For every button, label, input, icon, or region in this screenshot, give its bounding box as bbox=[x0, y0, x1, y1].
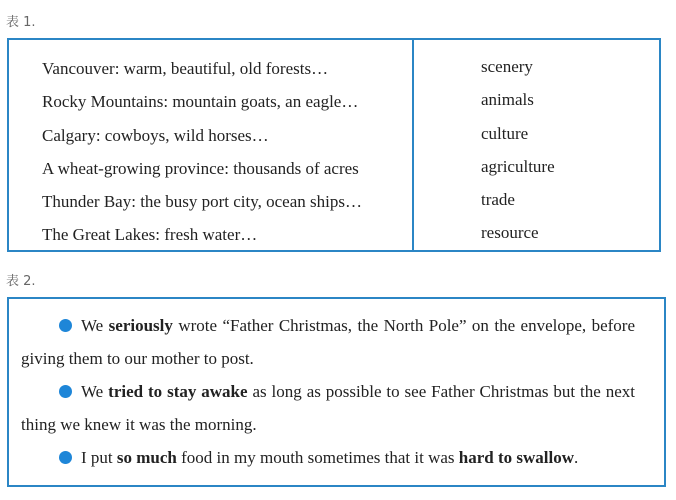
left-column bbox=[42, 58, 362, 258]
table-2 bbox=[7, 297, 666, 487]
table-row-right: scenery bbox=[481, 57, 533, 76]
table-row-right: agriculture bbox=[481, 156, 555, 176]
table-row-right: resource bbox=[481, 223, 539, 243]
table-2-caption: 表 2. bbox=[6, 274, 36, 289]
table-row-left: Vancouver: warm, beautiful, old forests… bbox=[42, 59, 329, 78]
table-1 bbox=[7, 38, 661, 252]
table-row-right: trade bbox=[481, 190, 515, 210]
table-row-left: Thunder Bay: the busy port city, ocean ships… bbox=[42, 192, 362, 212]
table-1-caption: 表 1. bbox=[6, 15, 36, 30]
table-row-left: The Great Lakes: fresh water… bbox=[42, 225, 258, 245]
table-row-right: animals bbox=[481, 90, 534, 110]
column-divider bbox=[412, 40, 414, 250]
table-row-left: A wheat-growing province: thousands of acres bbox=[42, 158, 359, 178]
table-row-left: Calgary: cowboys, wild horses… bbox=[42, 125, 269, 145]
bullet-icon bbox=[59, 319, 72, 332]
highlight-phrase: tried to stay awake bbox=[108, 382, 248, 401]
highlight-phrase: seriously bbox=[108, 316, 173, 335]
bullet-icon bbox=[59, 385, 72, 398]
table-row-right: culture bbox=[481, 123, 529, 143]
right-column bbox=[481, 56, 555, 256]
bullet-icon bbox=[59, 451, 72, 464]
table-row-left: Rocky Mountains: mountain goats, an eagle… bbox=[42, 92, 359, 112]
sentence-2: We tried to stay awake as long as possible to see Father Christmas but the next thing we knew it was the morning. bbox=[21, 382, 635, 434]
highlight-phrase: so much bbox=[116, 448, 177, 467]
highlight-phrase: hard to swallow bbox=[458, 448, 575, 467]
sentence-3: I put so much food in my mouth sometimes that it was hard to swallow. bbox=[21, 441, 635, 474]
sentence-1: We seriously wrote “Father Christmas, the North Pole” on the envelope, before giving them to our mother to post. bbox=[21, 316, 635, 368]
